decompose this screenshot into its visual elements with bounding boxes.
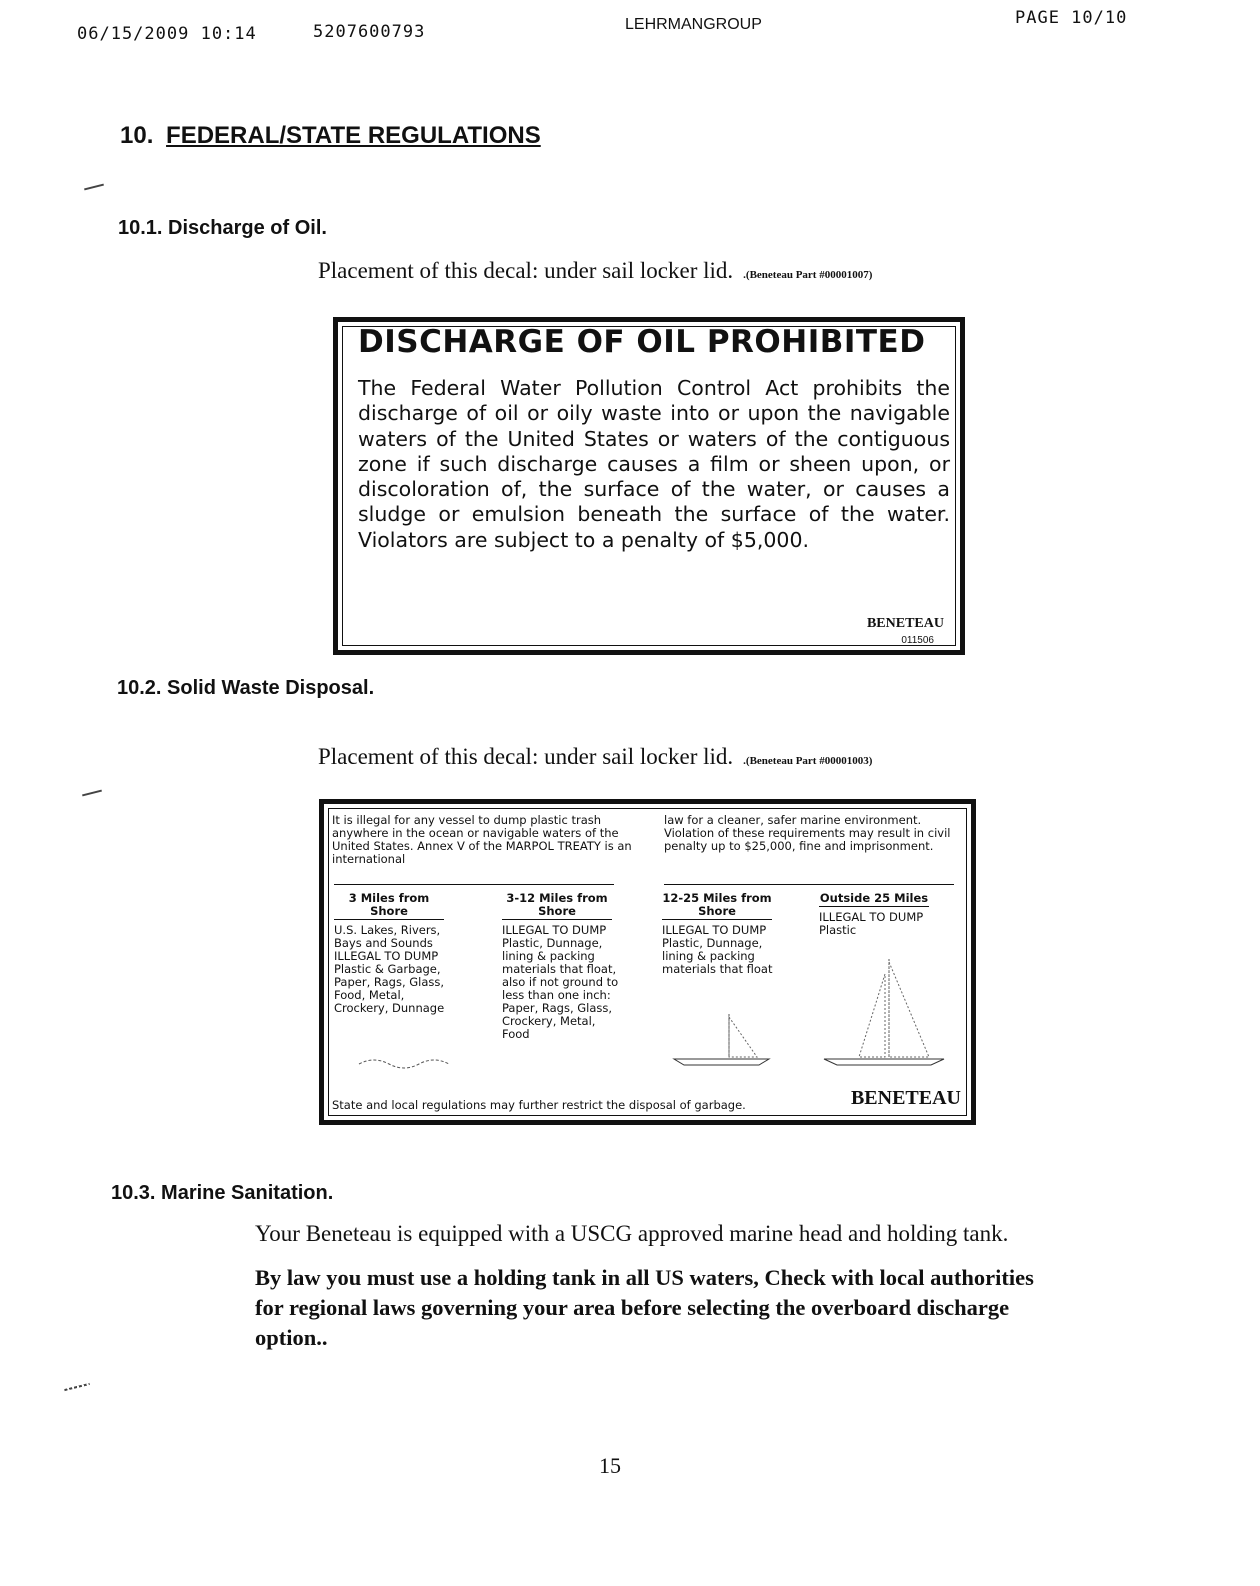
margin-mark [64,1383,90,1391]
sanitation-line: Your Beneteau is equipped with a USCG approved marine head and holding tank. [255,1221,1009,1246]
fax-phone: 5207600793 [313,22,426,42]
zone-text: ILLEGAL TO DUMP Plastic, Dunnage, lining & packing materials that float [662,923,773,976]
zone-heading: 3-12 Miles from Shore [502,892,612,920]
fax-page: PAGE 10/10 [1015,8,1128,28]
waves-icon [354,1044,454,1074]
zone-column [662,892,812,976]
page-number: 15 [599,1453,621,1478]
margin-mark [82,790,102,797]
zone-heading: 12-25 Miles from Shore [662,891,772,918]
oil-decal-code: 011506 [901,635,934,646]
zone-text: ILLEGAL TO DUMP Plastic, Dunnage, lining & packing materials that float, also if not ground to less than one inch: Paper, Rags, Glass, Crockery, Metal, Food [502,923,619,1041]
zone-text: ILLEGAL TO DUMP Plastic [819,910,924,937]
zone-column [502,892,652,1041]
heading-marine-sanitation: 10.3. Marine Sanitation. [111,1182,334,1204]
oil-decal-title: DISCHARGE OF OIL PROHIBITED [358,324,926,360]
oil-decal [333,317,965,655]
placement-line-waste [318,744,872,770]
section-title: FEDERAL/STATE REGULATIONS [166,122,541,149]
heading-discharge-of-oil: 10.1. Discharge of Oil. [118,217,327,239]
zone-heading: 3 Miles from Shore [334,892,444,920]
zone-heading: Outside 25 Miles [819,891,929,905]
heading-solid-waste: 10.2. Solid Waste Disposal. [117,677,375,699]
margin-mark [84,184,104,191]
section-heading [120,122,541,150]
beneteau-logo: BENETEAU [866,616,944,631]
part-number: .(Beneteau Part #00001003) [743,755,873,767]
sailboat-icon [669,1009,779,1069]
zone-column [334,892,484,1015]
placement-text: Placement of this decal: under sail locker lid. [318,744,734,769]
divider [664,884,954,885]
waste-intro-left: It is illegal for any vessel to dump plastic trash anywhere in the ocean or navigable waters of the United States. Annex V of the MARPOL TREATY is an international [332,813,632,866]
zone-text: U.S. Lakes, Rivers, Bays and Sounds ILLEGAL TO DUMP Plastic & Garbage, Paper, Rags, Glass, Food, Metal, Crockery, Dunnage [334,923,445,1015]
part-number: .(Beneteau Part #00001007) [743,269,873,281]
placement-text: Placement of this decal: under sail locker lid. [318,258,734,283]
waste-intro-right: law for a cleaner, safer marine environment. Violation of these requirements may result in civil penalty up to $25,000, fine and imprisonment. [664,813,951,853]
sanitation-notice: By law you must use a holding tank in all US waters, Check with local authorities for regional laws governing your area before selecting the overboard discharge option.. [255,1265,1034,1350]
fax-sender: LEHRMANGROUP [625,16,762,33]
section-number: 10. [120,122,154,149]
waste-decal [319,799,976,1125]
divider [334,884,614,885]
placement-line-oil [318,258,872,284]
zone-column [819,892,969,937]
sailboat-icon [819,954,949,1069]
oil-decal-body: The Federal Water Pollution Control Act prohibits the discharge of oil or oily waste into or upon the navigable waters of the United States or waters of the contiguous zone if such discharge causes a film or sheen upon, or discoloration of, the surface of the water, or causes a sludge or emulsion beneath the surface of the water. Violators are subject to a penalty of $5,000. [358,376,950,552]
beneteau-logo: BENETEAU [850,1087,961,1109]
waste-decal-footer: State and local regulations may further restrict the disposal of garbage. [332,1098,746,1112]
fax-datetime: 06/15/2009 10:14 [77,24,257,44]
